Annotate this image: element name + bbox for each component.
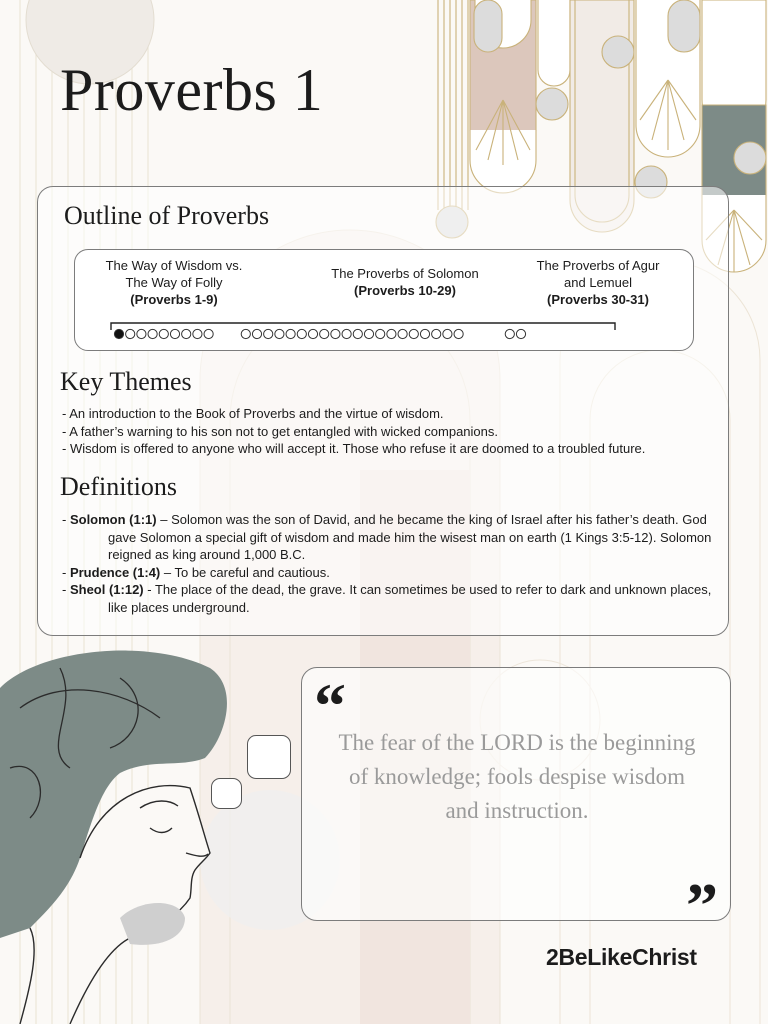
definition-term: Sheol (1:12) [69, 582, 144, 597]
chapter-dot [342, 329, 351, 338]
definitions-title: Definitions [60, 472, 177, 501]
chapter-dot [286, 329, 295, 338]
definition-item: - Sheol (1:12) - The place of the dead, the grave. It can sometimes be used to refer to dark and unknown places, like places underground. [62, 582, 712, 615]
definition-text: – To be careful and cautious. [160, 564, 330, 580]
section-name: The Proverbs of Agur [536, 258, 660, 273]
outline-section-3 [517, 257, 679, 308]
section-name: The Way of Folly [125, 275, 223, 290]
key-themes-list [62, 405, 645, 458]
close-quote-icon: ” [686, 870, 718, 941]
page-title: Proverbs 1 [60, 57, 324, 123]
section-name: and Lemuel [564, 275, 632, 290]
definition-item: - Prudence (1:4) – To be careful and cautious. [62, 564, 330, 580]
chapter-dot [182, 329, 191, 338]
chapter-dot [137, 329, 146, 338]
outline-section-1 [89, 257, 259, 308]
definition-text: - The place of the dead, the grave. It can sometimes be used to refer to dark and unknown places, like places underground. [108, 582, 712, 615]
thought-bubble-small [211, 778, 242, 809]
chapter-dot [308, 329, 317, 338]
chapter-dot [364, 329, 373, 338]
chapter-dot [193, 329, 202, 338]
chapter-dot [252, 329, 261, 338]
chapter-dot [505, 329, 514, 338]
section-name: The Proverbs of Solomon [331, 266, 479, 281]
chapter-dot [275, 329, 284, 338]
chapter-dot [320, 329, 329, 338]
chapter-dot [387, 329, 396, 338]
outline-title: Outline of Proverbs [64, 201, 270, 230]
thought-bubble-large [247, 735, 291, 779]
open-quote-icon: “ [314, 670, 346, 741]
chapter-dot [516, 329, 525, 338]
brand-logo: 2BeLikeChrist [546, 944, 697, 970]
chapter-dot [398, 329, 407, 338]
chapter-dot [409, 329, 418, 338]
section-name: The Way of Wisdom vs. [105, 258, 243, 273]
quote-card [301, 667, 731, 941]
chapter-dot [443, 329, 452, 338]
chapter-dot [420, 329, 429, 338]
chapter-dot [432, 329, 441, 338]
definition-term: Prudence (1:4) [69, 564, 161, 580]
chapter-dot [376, 329, 385, 338]
chapter-dot [126, 329, 135, 338]
quote-text: The fear of the LORD is the beginning of knowledge; fools despise wisdom and instruction. [338, 730, 696, 823]
theme-item: - Wisdom is offered to anyone who will accept it. Those who refuse it are doomed to a troubled future. [62, 441, 646, 456]
thinking-man-illustration [0, 648, 300, 1024]
chapter-dot [331, 329, 340, 338]
chapter-dot [148, 329, 157, 338]
section-ref: (Proverbs 30-31) [547, 292, 649, 307]
outline-card [37, 186, 729, 636]
chapter-dot [241, 329, 250, 338]
key-themes-title: Key Themes [60, 367, 192, 396]
chapter-dot [264, 329, 273, 338]
theme-item: - A father’s warning to his son not to get entangled with wicked companions. [62, 423, 499, 439]
section-ref: (Proverbs 10-29) [354, 283, 456, 298]
chapter-dot [454, 329, 463, 338]
chapter-timeline [109, 318, 619, 342]
chapter-dot [353, 329, 362, 338]
chapter-dot [159, 329, 168, 338]
chapter-dot [204, 329, 213, 338]
chapter-dot [297, 329, 306, 338]
theme-item: - An introduction to the Book of Proverbs and the virtue of wisdom. [62, 406, 444, 421]
definition-term: Solomon (1:1) [69, 512, 157, 527]
outline-box [74, 249, 694, 351]
chapter-dot-current [114, 329, 123, 338]
definition-item: - Solomon (1:1) – Solomon was the son of David, and he became the king of Israel after his father’s death. God gave Solomon a special gift of wisdom and made him the wisest man on earth (1 Kings 3:5-12). Solomon reigned as king around 1,000 B.C. [62, 512, 712, 562]
definition-text: – Solomon was the son of David, and he became the king of Israel after his father’s death. God gave Solomon a special gift of wisdom and made him the wisest man on earth (1 Kings 3:5-12). Solomon reigned as king around 1,000 B.C. [108, 512, 712, 562]
definitions-list [62, 511, 712, 616]
chapter-dot [170, 329, 179, 338]
section-ref: (Proverbs 1-9) [130, 292, 218, 307]
outline-section-2 [315, 265, 495, 299]
